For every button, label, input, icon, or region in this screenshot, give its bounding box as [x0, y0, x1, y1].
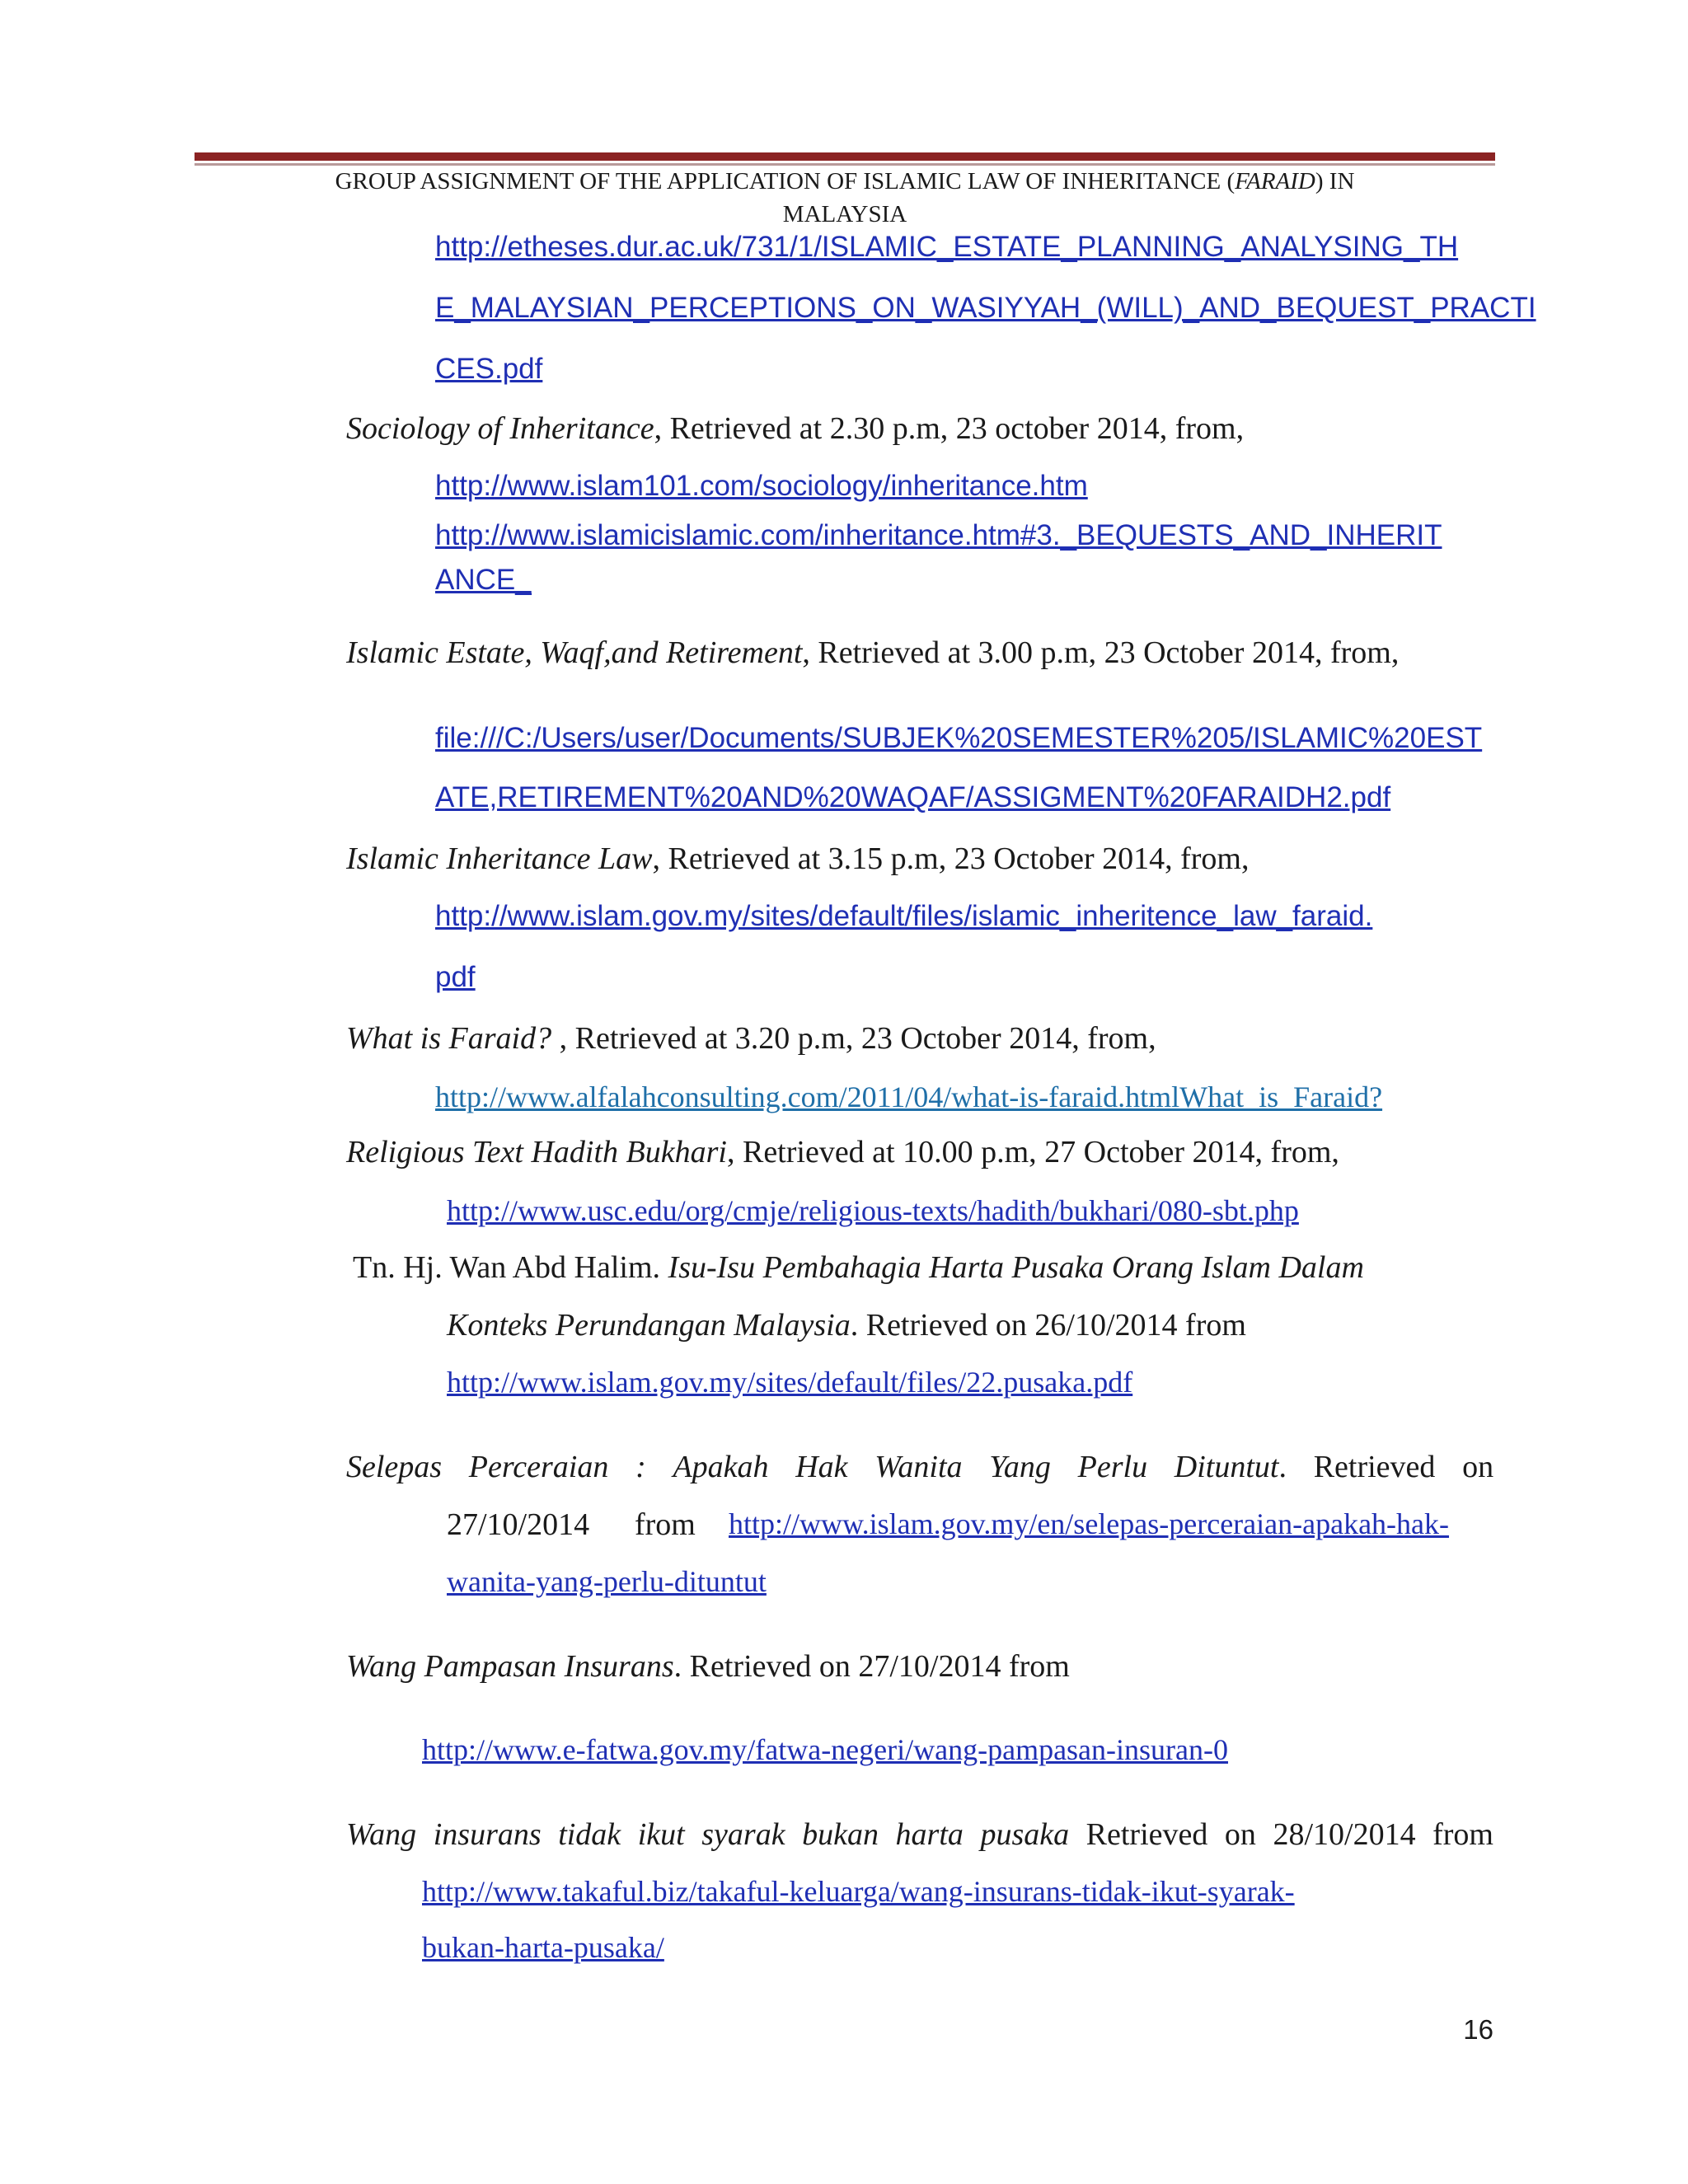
- ref-word: :: [635, 1450, 646, 1484]
- ref-what-is-faraid: [346, 1020, 1156, 1057]
- ref-title: Konteks Perundangan Malaysia: [447, 1308, 851, 1343]
- header-rule: [195, 152, 1495, 161]
- ref-title: Islamic Estate, Waqf,and Retirement: [346, 635, 803, 670]
- link-islam-gov-faraid-line-1[interactable]: http://www.islam.gov.my/sites/default/files/islamic_inheritence_law_faraid.: [435, 900, 1373, 932]
- ref-selepas-perceraian: [346, 1449, 1493, 1485]
- ref-word: Perlu: [1077, 1450, 1148, 1484]
- header-text: GROUP ASSIGNMENT OF THE APPLICATION OF ISLAMIC LAW OF INHERITANCE (: [335, 168, 1236, 194]
- ref-cerai-from: from: [635, 1507, 696, 1542]
- ref-cerai-date: 27/10/2014: [447, 1507, 590, 1542]
- ref-word: Hak: [795, 1450, 848, 1484]
- ref-retrieved: , Retrieved at 3.15 p.m, 23 October 2014, from,: [652, 841, 1250, 876]
- ref-title: Sociology of Inheritance: [346, 411, 654, 446]
- ref-word: Perceraian: [468, 1450, 609, 1484]
- header-text-end: ) IN: [1315, 168, 1355, 194]
- ref-word: Apakah: [673, 1450, 769, 1484]
- ref-sociology: [346, 410, 1244, 447]
- ref-word: Dituntut: [1174, 1450, 1279, 1484]
- ref-title: Isu-Isu Pembahagia Harta Pusaka Orang Islam Dalam: [668, 1250, 1364, 1285]
- ref-wang-pampasan: [346, 1648, 1070, 1685]
- ref-word: .: [1278, 1450, 1287, 1484]
- header-line-1: [195, 165, 1495, 198]
- ref-word: ikut: [637, 1817, 685, 1852]
- ref-halim: [353, 1249, 1364, 1286]
- ref-word: Selepas: [346, 1450, 443, 1484]
- page-number: 16: [1463, 2014, 1493, 2045]
- link-file-line-1[interactable]: file:///C:/Users/user/Documents/SUBJEK%20SEMESTER%205/ISLAMIC%20EST: [435, 722, 1483, 754]
- link-pusaka-pdf[interactable]: http://www.islam.gov.my/sites/default/files/22.pusaka.pdf: [447, 1366, 1133, 1399]
- link-e-fatwa[interactable]: http://www.e-fatwa.gov.my/fatwa-negeri/wang-pampasan-insuran-0: [422, 1733, 1228, 1766]
- link-alfalah[interactable]: http://www.alfalahconsulting.com/2011/04/what-is-faraid.htmlWhat_is_Faraid?: [435, 1080, 1383, 1113]
- ref-word: Retrieved: [1085, 1817, 1208, 1852]
- ref-word: pusaka: [980, 1817, 1070, 1852]
- ref-retrieved: . Retrieved on 27/10/2014 from: [673, 1649, 1070, 1684]
- header-text-em: FARAID: [1235, 168, 1315, 194]
- link-takaful-line-2[interactable]: bukan-harta-pusaka/: [422, 1931, 664, 1964]
- link-islam-gov-faraid-line-2[interactable]: pdf: [435, 961, 476, 993]
- ref-author: Tn. Hj. Wan Abd Halim.: [353, 1250, 668, 1285]
- ref-halim-line-2: [447, 1307, 1246, 1343]
- link-etheses-line-2[interactable]: E_MALAYSIAN_PERCEPTIONS_ON_WASIYYAH_(WILL)_AND_BEQUEST_PRACTI: [435, 292, 1536, 324]
- link-etheses-line-3[interactable]: CES.pdf: [435, 353, 543, 385]
- ref-word: bukan: [802, 1817, 879, 1852]
- ref-retrieved: . Retrieved on 26/10/2014 from: [850, 1308, 1246, 1343]
- ref-word: insurans: [433, 1817, 542, 1852]
- header-line-2: MALAYSIA: [782, 201, 907, 227]
- link-islam101[interactable]: http://www.islam101.com/sociology/inheritance.htm: [435, 470, 1088, 502]
- ref-title: Wang Pampasan Insurans: [346, 1649, 674, 1684]
- link-etheses-line-1[interactable]: http://etheses.dur.ac.uk/731/1/ISLAMIC_ESTATE_PLANNING_ANALYSING_TH: [435, 231, 1459, 263]
- ref-retrieved: , Retrieved at 3.20 p.m, 23 October 2014, from,: [551, 1021, 1156, 1056]
- ref-word: tidak: [558, 1817, 621, 1852]
- link-selepas-perceraian-line-1[interactable]: http://www.islam.gov.my/en/selepas-perceraian-apakah-hak-: [729, 1507, 1450, 1540]
- ref-retrieved: , Retrieved at 3.00 p.m, 23 October 2014, from,: [802, 635, 1400, 670]
- ref-title: Islamic Inheritance Law: [346, 841, 653, 876]
- ref-word: Retrieved: [1313, 1450, 1436, 1484]
- link-islamicislamic-line-1[interactable]: http://www.islamicislamic.com/inheritance.htm#3._BEQUESTS_AND_INHERIT: [435, 519, 1442, 551]
- ref-word: syarak: [701, 1817, 785, 1852]
- ref-retrieved: , Retrieved at 2.30 p.m, 23 october 2014, from,: [654, 411, 1245, 446]
- ref-title: What is Faraid?: [346, 1021, 552, 1056]
- ref-word: Wanita: [874, 1450, 963, 1484]
- ref-word: 28/10/2014: [1273, 1817, 1416, 1852]
- running-header: [195, 165, 1495, 231]
- ref-inheritance-law: [346, 841, 1249, 877]
- link-islamicislamic-line-2[interactable]: ANCE_: [435, 564, 532, 596]
- ref-word: on: [1224, 1817, 1256, 1852]
- ref-wang-insurans: [346, 1816, 1493, 1853]
- ref-retrieved: , Retrieved at 10.00 p.m, 27 October 2014, from,: [726, 1135, 1339, 1169]
- link-takaful-line-1[interactable]: http://www.takaful.biz/takaful-keluarga/wang-insurans-tidak-ikut-syarak-: [422, 1875, 1295, 1908]
- ref-word: harta: [895, 1817, 964, 1852]
- ref-word: on: [1462, 1450, 1494, 1484]
- link-selepas-perceraian-line-2[interactable]: wanita-yang-perlu-dituntut: [447, 1565, 767, 1598]
- ref-estate: [346, 635, 1399, 671]
- link-file-line-2[interactable]: ATE,RETIREMENT%20AND%20WAQAF/ASSIGMENT%20FARAIDH2.pdf: [435, 781, 1391, 813]
- ref-title: Religious Text Hadith Bukhari: [346, 1135, 727, 1169]
- ref-hadith: [346, 1134, 1339, 1170]
- ref-word: Wang: [346, 1817, 417, 1852]
- link-usc-hadith[interactable]: http://www.usc.edu/org/cmje/religious-texts/hadith/bukhari/080-sbt.php: [447, 1194, 1299, 1227]
- ref-word: from: [1432, 1817, 1493, 1852]
- ref-word: Yang: [989, 1450, 1051, 1484]
